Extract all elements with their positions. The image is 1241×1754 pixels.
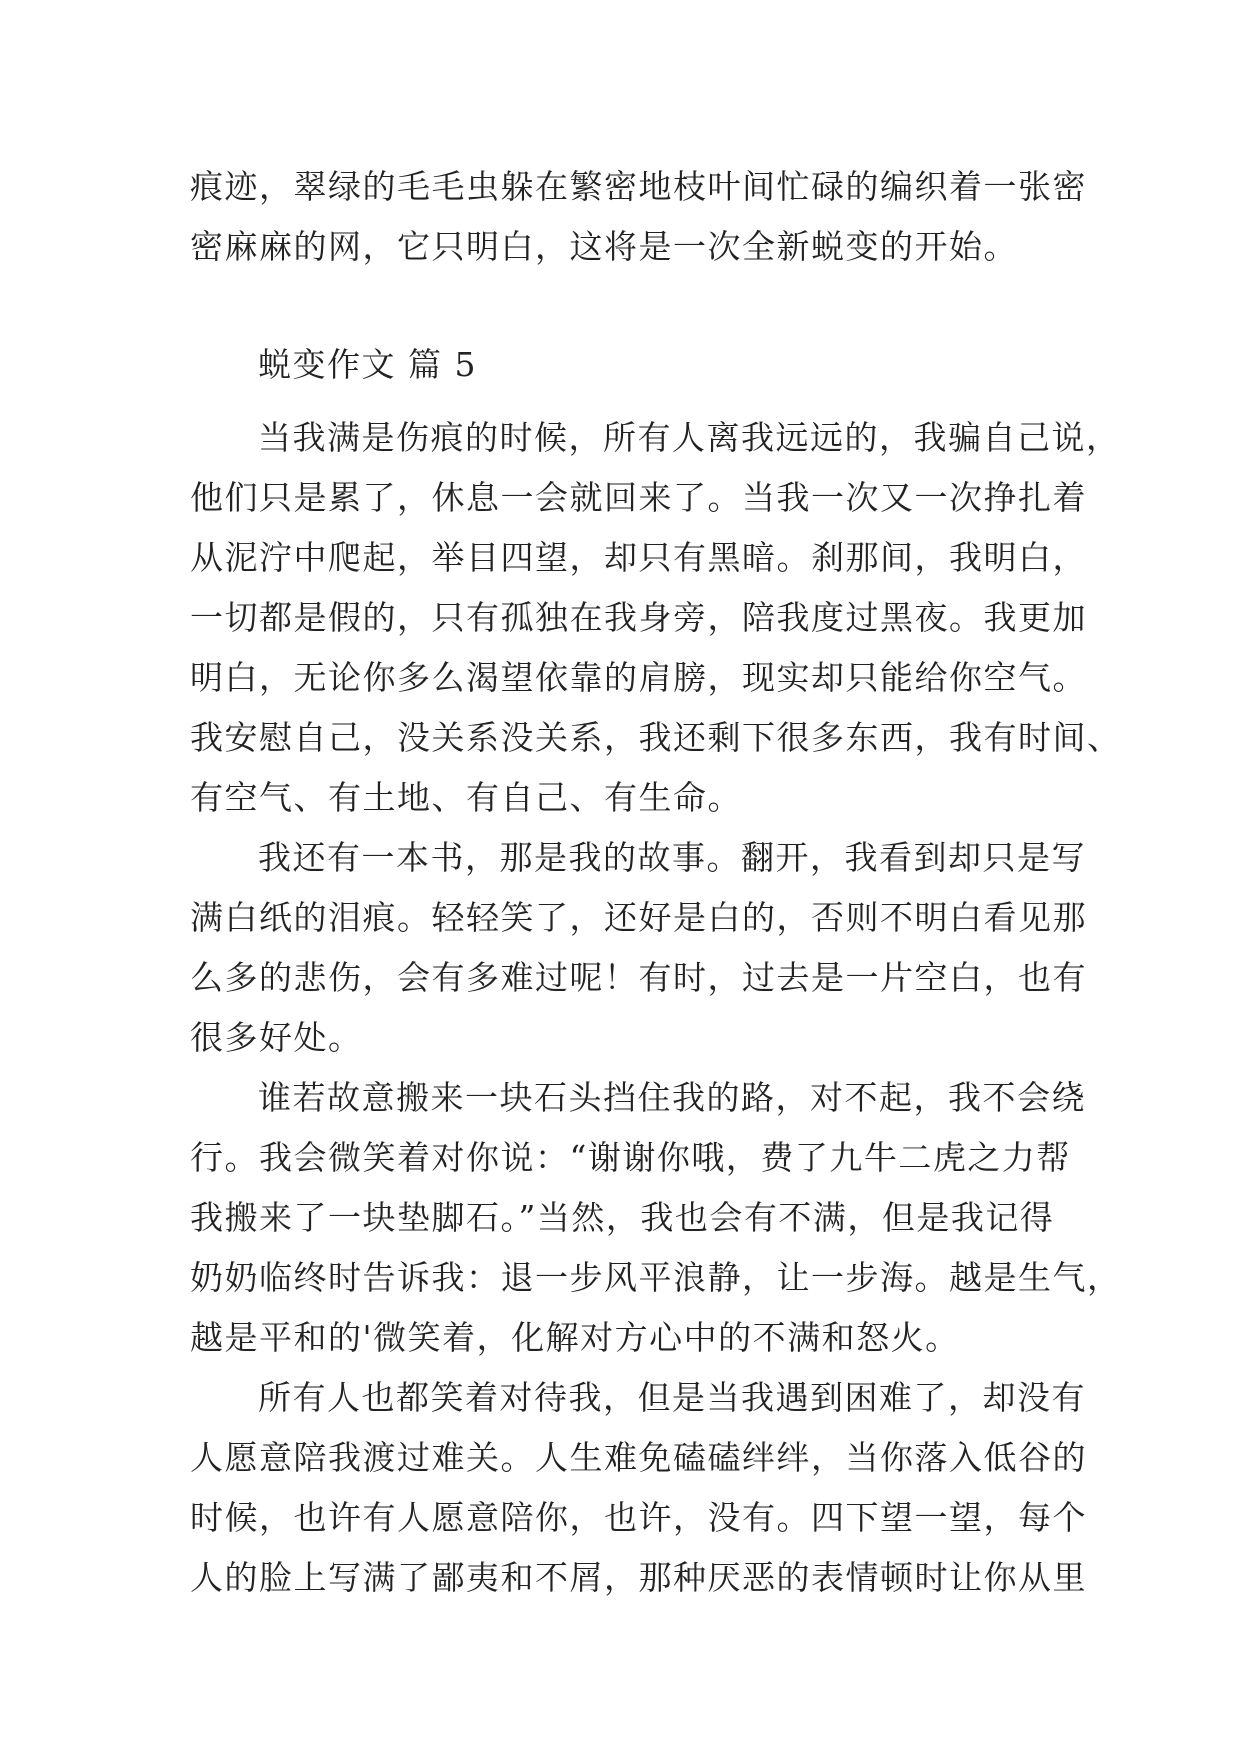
text-line: 一切都是假的，只有孤独在我身旁，陪我度过黑夜。我更加 xyxy=(190,598,1087,637)
essay-body xyxy=(190,408,1122,1608)
text-line: 奶奶临终时告诉我：退一步风平浪静，让一步海。越是生气， xyxy=(190,1258,1122,1297)
text-line: 人愿意陪我渡过难关。人生难免磕磕绊绊，当你落入低谷的 xyxy=(190,1438,1087,1477)
text-line: 我搬来了一块垫脚石。”当然，我也会有不满，但是我记得 xyxy=(190,1198,1055,1237)
text-line: 我还有一本书，那是我的故事。翻开，我看到却只是写 xyxy=(258,838,1086,877)
section-heading: 蜕变作文 篇 5 xyxy=(258,345,477,384)
text-line: 明白，无论你多么渴望依靠的肩膀，现实却只能给你空气。 xyxy=(190,658,1087,697)
text-line: 满白纸的泪痕。轻轻笑了，还好是白的，否则不明白看见那 xyxy=(190,898,1087,937)
text-line: 当我满是伤痕的时候，所有人离我远远的，我骗自己说， xyxy=(258,418,1121,457)
text-line: 时候，也许有人愿意陪你，也许，没有。四下望一望，每个 xyxy=(190,1498,1087,1537)
text-line: 谁若故意搬来一块石头挡住我的路，对不起，我不会绕 xyxy=(258,1078,1086,1117)
text-line: 行。我会微笑着对你说：“谢谢你哦，费了九牛二虎之力帮 xyxy=(190,1138,1071,1177)
text-line: 痕迹，翠绿的毛毛虫躲在繁密地枝叶间忙碌的编织着一张密 xyxy=(190,167,1087,206)
paragraph-1 xyxy=(190,408,1122,828)
text-line: 所有人也都笑着对待我，但是当我遇到困难了，却没有 xyxy=(258,1378,1086,1417)
text-line: 他们只是累了，休息一会就回来了。当我一次又一次挣扎着 xyxy=(190,478,1087,517)
text-line: 越是平和的'微笑着，化解对方心中的不满和怒火。 xyxy=(190,1318,960,1357)
text-line: 密麻麻的网，它只明白，这将是一次全新蜕变的开始。 xyxy=(190,227,1018,266)
text-line: 从泥泞中爬起，举目四望，却只有黑暗。刹那间，我明白， xyxy=(190,538,1087,577)
text-line: 很多好处。 xyxy=(190,1018,363,1057)
text-line: 人的脸上写满了鄙夷和不屑，那种厌恶的表情顿时让你从里 xyxy=(190,1558,1087,1597)
paragraph-3 xyxy=(190,1068,1122,1368)
text-line: 有空气、有土地、有自己、有生命。 xyxy=(190,778,742,817)
text-line: 么多的悲伤，会有多难过呢！有时，过去是一片空白，也有 xyxy=(190,958,1087,997)
continuation-paragraph xyxy=(190,157,1087,277)
paragraph-4 xyxy=(190,1368,1087,1608)
text-line: 我安慰自己，没关系没关系，我还剩下很多东西，我有时间、 xyxy=(190,718,1122,757)
paragraph-2 xyxy=(190,828,1087,1068)
